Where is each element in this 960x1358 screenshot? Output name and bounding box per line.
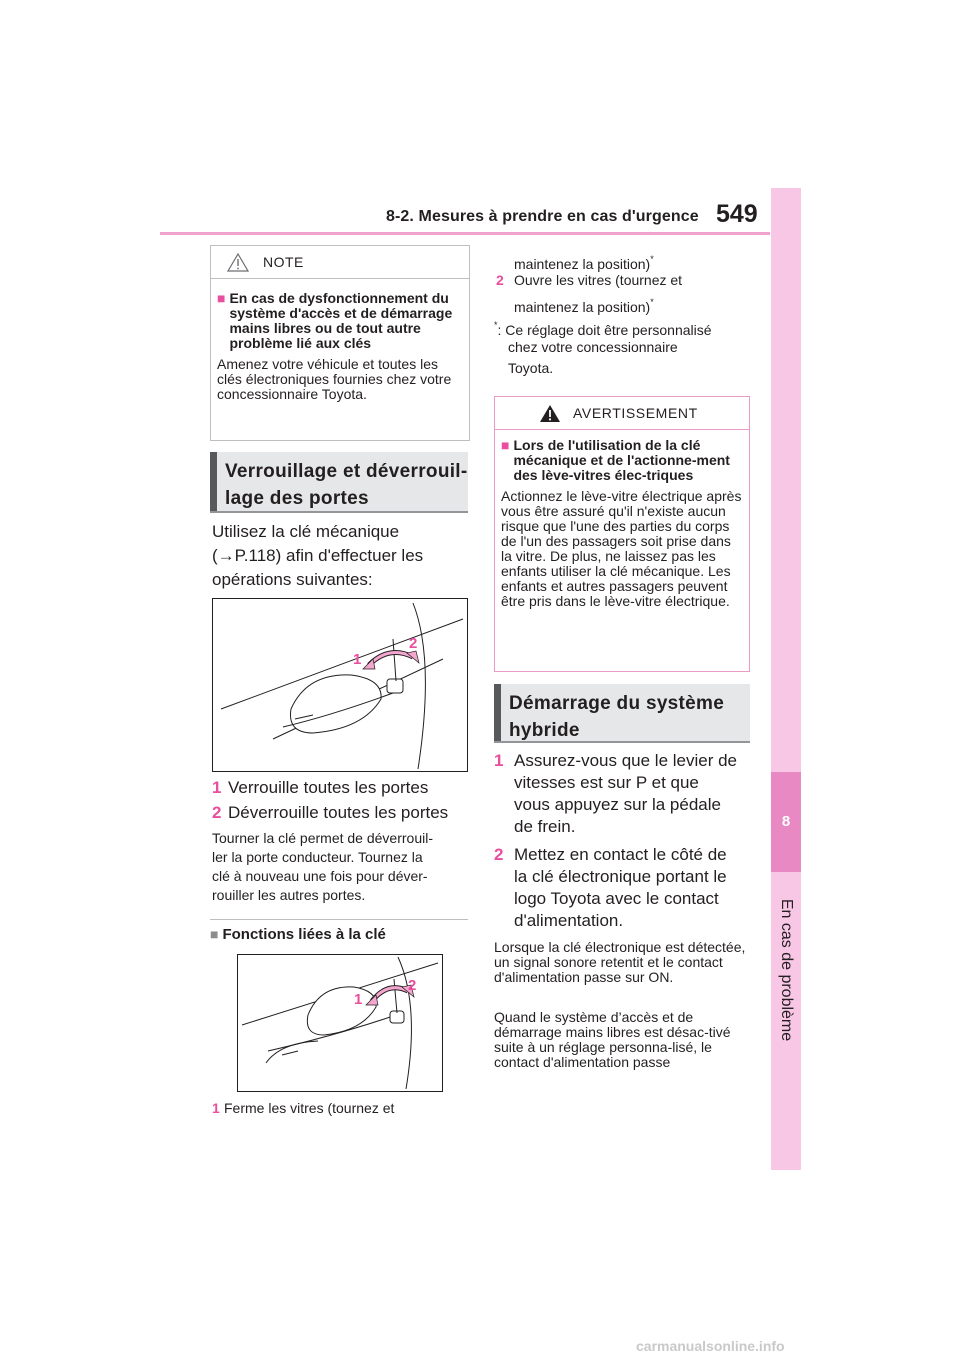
footnote-mark: * — [494, 320, 498, 330]
figure1-label-1: 1 — [353, 651, 362, 668]
warning-subtitle — [501, 438, 743, 483]
door-handle-illustration — [213, 599, 467, 771]
hybrid-step-1-l2: vitesses est sur P et que — [514, 773, 699, 792]
intro-line1: Utilisez la clé mécanique — [212, 522, 400, 541]
section2-underline — [494, 741, 750, 743]
sub-step-2-number: 2 — [496, 272, 504, 288]
section-title-line1: Verrouillage et déverrouil- — [225, 461, 468, 482]
step-1-text: Verrouille toutes les portes — [228, 778, 429, 797]
hybrid-step-2-number: 2 — [494, 845, 504, 864]
note-box — [210, 245, 470, 441]
note-title: NOTE — [263, 254, 304, 270]
figure2-label-1: 1 — [354, 991, 363, 1008]
sub-section-title: Fonctions liées à la clé — [222, 926, 386, 943]
section-title-locking — [210, 452, 468, 512]
hybrid-step-2-l4: d'alimentation. — [514, 911, 624, 930]
page-number: 549 — [716, 200, 758, 228]
window-key-illustration — [238, 955, 442, 1091]
step-2-unlock — [212, 801, 448, 824]
step-1-lock — [212, 776, 428, 799]
note-subtitle — [217, 291, 463, 351]
explain-line4: rouiller les autres portes. — [212, 887, 366, 903]
footnote-line2: chez votre concessionnaire — [508, 339, 678, 355]
note-text: Amenez votre véhicule et toutes les clés électroniques fournies chez votre concessionnaire Toyota. — [217, 356, 452, 402]
sub-section-rule — [210, 919, 468, 920]
warning-subtitle-text: Lors de l'utilisation de la clé mécanique et de l'actionne-ment des lève-vitres élec-triques — [513, 437, 730, 483]
footnote-star: * — [650, 297, 654, 307]
hybrid-para-1: Lorsque la clé électronique est détectée, un signal sonore retentit et le contact d'alimentation passe sur ON. — [494, 939, 746, 985]
warning-triangle-icon — [539, 404, 561, 423]
sub-step-2-line1: Ouvre les vitres (tournez et — [514, 272, 683, 288]
sub-step-1-text: Ferme les vitres (tournez et — [224, 1100, 395, 1116]
hybrid-step-2-l2: la clé électronique portant le — [514, 867, 727, 886]
explain-line1: Tourner la clé permet de déverrouil- — [212, 830, 433, 846]
footnote-line1-text: : Ce réglage doit être personnalisé — [497, 322, 712, 338]
hybrid-step-1 — [494, 750, 737, 838]
note-subtitle-text: En cas de dysfonctionnement du système d'accès et de démarrage mains libres ou de tout autre problème lié aux clés — [229, 290, 453, 351]
sub-step-1 — [212, 1100, 394, 1117]
hybrid-step-2 — [494, 844, 727, 932]
figure1-label-2: 2 — [409, 635, 418, 652]
hybrid-para-2: Quand le système d’accès et de démarrage mains libres est désac-tivé suite à un réglage personna-lisé, le contact d'alimentation passe — [494, 1009, 731, 1070]
door-handle-figure-2 — [237, 954, 443, 1092]
explain-line3: clé à nouveau une fois pour déver- — [212, 868, 428, 884]
section-title-line2: lage des portes — [225, 488, 369, 509]
hybrid-step-1-l4: de frein. — [514, 817, 576, 836]
chapter-label-text: En cas de problème — [778, 898, 795, 1042]
hybrid-step-2-l3: logo Toyota avec le contact — [514, 889, 719, 908]
footnote-star: * — [650, 254, 654, 264]
sub-step-2-line2: maintenez la position) — [514, 299, 651, 315]
step-2-text: Déverrouille toutes les portes — [228, 803, 449, 822]
continued-text: maintenez la position) — [514, 256, 651, 272]
step-1-number: 1 — [212, 778, 222, 797]
sub-step-2-line2-wrap — [514, 294, 654, 316]
hybrid-step-1-number: 1 — [494, 751, 504, 770]
bullet-square-icon: ■ — [217, 290, 226, 306]
footnote-line1 — [494, 317, 712, 339]
footer-watermark: carmanualsonline.info — [636, 1338, 785, 1354]
hybrid-step-1-l3: vous appuyez sur la pédale — [514, 795, 721, 814]
bullet-square-icon: ■ — [501, 437, 510, 453]
warning-title: AVERTISSEMENT — [573, 405, 698, 421]
footnote-line3: Toyota. — [508, 360, 554, 376]
explain-line2: ler la porte conducteur. Tournez la — [212, 849, 423, 865]
step-2-number: 2 — [212, 803, 222, 822]
chapter-number: 8 — [771, 772, 801, 872]
sub-step-2 — [496, 272, 682, 289]
chapter-label — [775, 890, 797, 1050]
figure2-label-2: 2 — [408, 977, 417, 994]
door-handle-figure-1 — [212, 598, 468, 772]
intro-line3: opérations suivantes: — [212, 570, 373, 589]
sub-step-1-number: 1 — [212, 1100, 220, 1116]
section2-title-line2: hybride — [509, 720, 580, 741]
note-header — [211, 246, 469, 279]
section-underline — [210, 511, 468, 513]
warning-header — [495, 397, 749, 430]
caution-triangle-icon — [227, 253, 249, 272]
warning-text: Actionnez le lève-vitre électrique après vous être assuré qu'il n'existe aucun risque que l'une des parties du corps de l'un des passagers soit prise dans la vitre. De plus, ne laissez pas les enfants utiliser la clé mécanique. Les enfants et autres passagers peuvent être pris dans le lève-vitre électrique. — [501, 488, 742, 609]
bullet-square-icon: ■ — [210, 926, 219, 942]
sub-section-key-functions — [210, 926, 386, 943]
continued-line — [514, 251, 654, 273]
header-rule — [160, 232, 770, 235]
hybrid-step-1-l1: Assurez-vous que le levier de — [514, 751, 738, 770]
section2-title-line1: Démarrage du système — [509, 693, 725, 714]
section-title-hybrid-start — [494, 684, 750, 742]
intro-line2: (→P.118) afin d'effectuer les — [212, 546, 424, 565]
warning-box — [494, 396, 750, 672]
hybrid-step-2-l1: Mettez en contact le côté de — [514, 845, 727, 864]
running-header: 8-2. Mesures à prendre en cas d'urgence — [386, 208, 699, 225]
